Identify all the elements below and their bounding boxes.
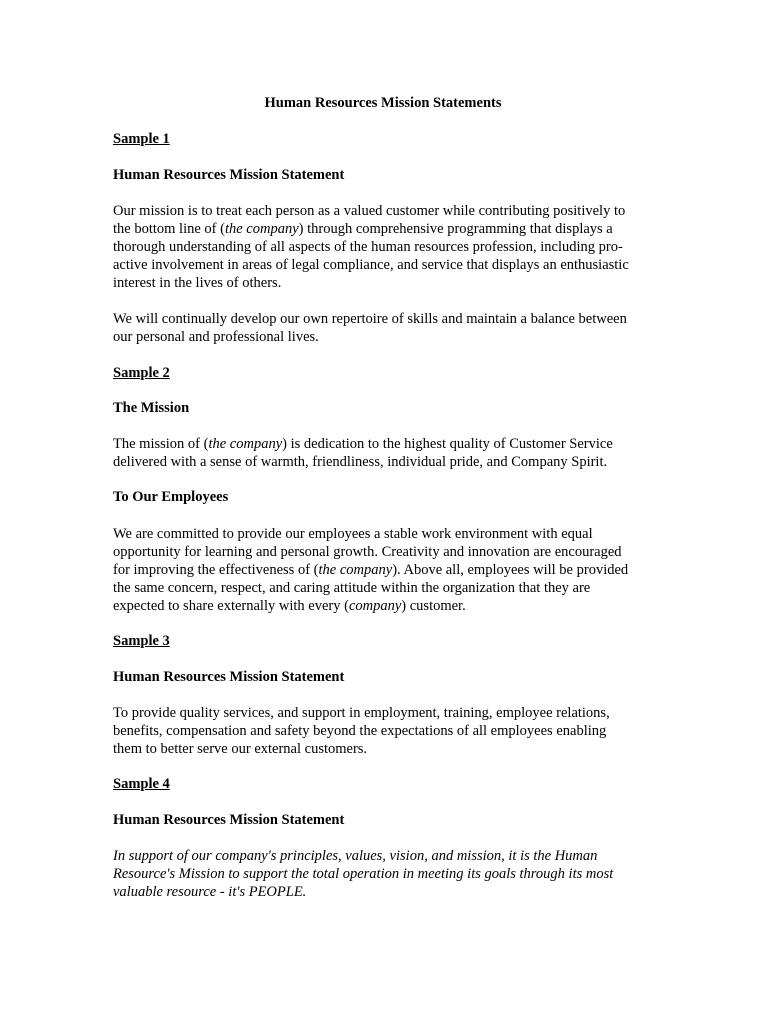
text-run: ) through comprehensive programming that displays a thorough understanding of all aspects of the human resources profession, including pro- active involvement in areas of legal compliance, and service that displays an enthusiastic interest in the lives of others.: [113, 221, 629, 291]
sample-4-heading: Human Resources Mission Statement: [113, 812, 345, 828]
sample-1-paragraph-2: We will continually develop our own repertoire of skills and maintain a balance between our personal and professional lives.: [113, 311, 627, 345]
text-run: ). Above all, employees will be provided the same concern, respect, and caring attitude within the organization that they are expected to share externally with every (: [113, 562, 629, 614]
document-title: Human Resources Mission Statements: [264, 95, 502, 111]
sample-2-label: Sample 2: [113, 365, 170, 381]
sample-1-label: Sample 1: [113, 131, 170, 147]
text-run: Our mission is to treat each person as a valued customer while contributing positively to the bottom line of (: [113, 203, 626, 237]
sample-2-paragraph-1: [113, 435, 653, 471]
sample-2-heading-mission: The Mission: [113, 400, 190, 416]
company-placeholder: the company: [208, 436, 283, 452]
text-run: The mission of (: [113, 436, 209, 452]
sample-1-paragraph-1: [113, 202, 653, 292]
company-placeholder: the company: [224, 221, 299, 237]
text-run: ) is dedication to the highest quality of Customer Service delivered with a sense of warmth, friendliness, individual pride, and Company Spirit.: [113, 436, 613, 470]
text-run: We are committed to provide our employees a stable work environment with equal opportunity for learning and personal growth. Creativity and innovation are encouraged for improving the effectiveness of (: [113, 526, 622, 578]
company-placeholder: company: [348, 598, 402, 614]
sample-4-label: Sample 4: [113, 776, 170, 792]
sample-3-label: Sample 3: [113, 633, 170, 649]
company-placeholder: the company: [318, 562, 393, 578]
sample-4-paragraph-1: In support of our company's principles, values, vision, and mission, it is the Human Resource's Mission to support the total operation in meeting its goals through its most valuable resource - it's PEOPLE.: [113, 848, 614, 900]
text-run: ) customer.: [401, 598, 466, 614]
sample-2-heading-employees: To Our Employees: [113, 489, 229, 505]
sample-3-heading: Human Resources Mission Statement: [113, 669, 345, 685]
sample-2-paragraph-2: [113, 525, 653, 615]
sample-1-heading: Human Resources Mission Statement: [113, 167, 345, 183]
sample-3-paragraph-1: To provide quality services, and support in employment, training, employee relations, benefits, compensation and safety beyond the expectations of all employees enabling them to better serve our external customers.: [113, 705, 610, 757]
